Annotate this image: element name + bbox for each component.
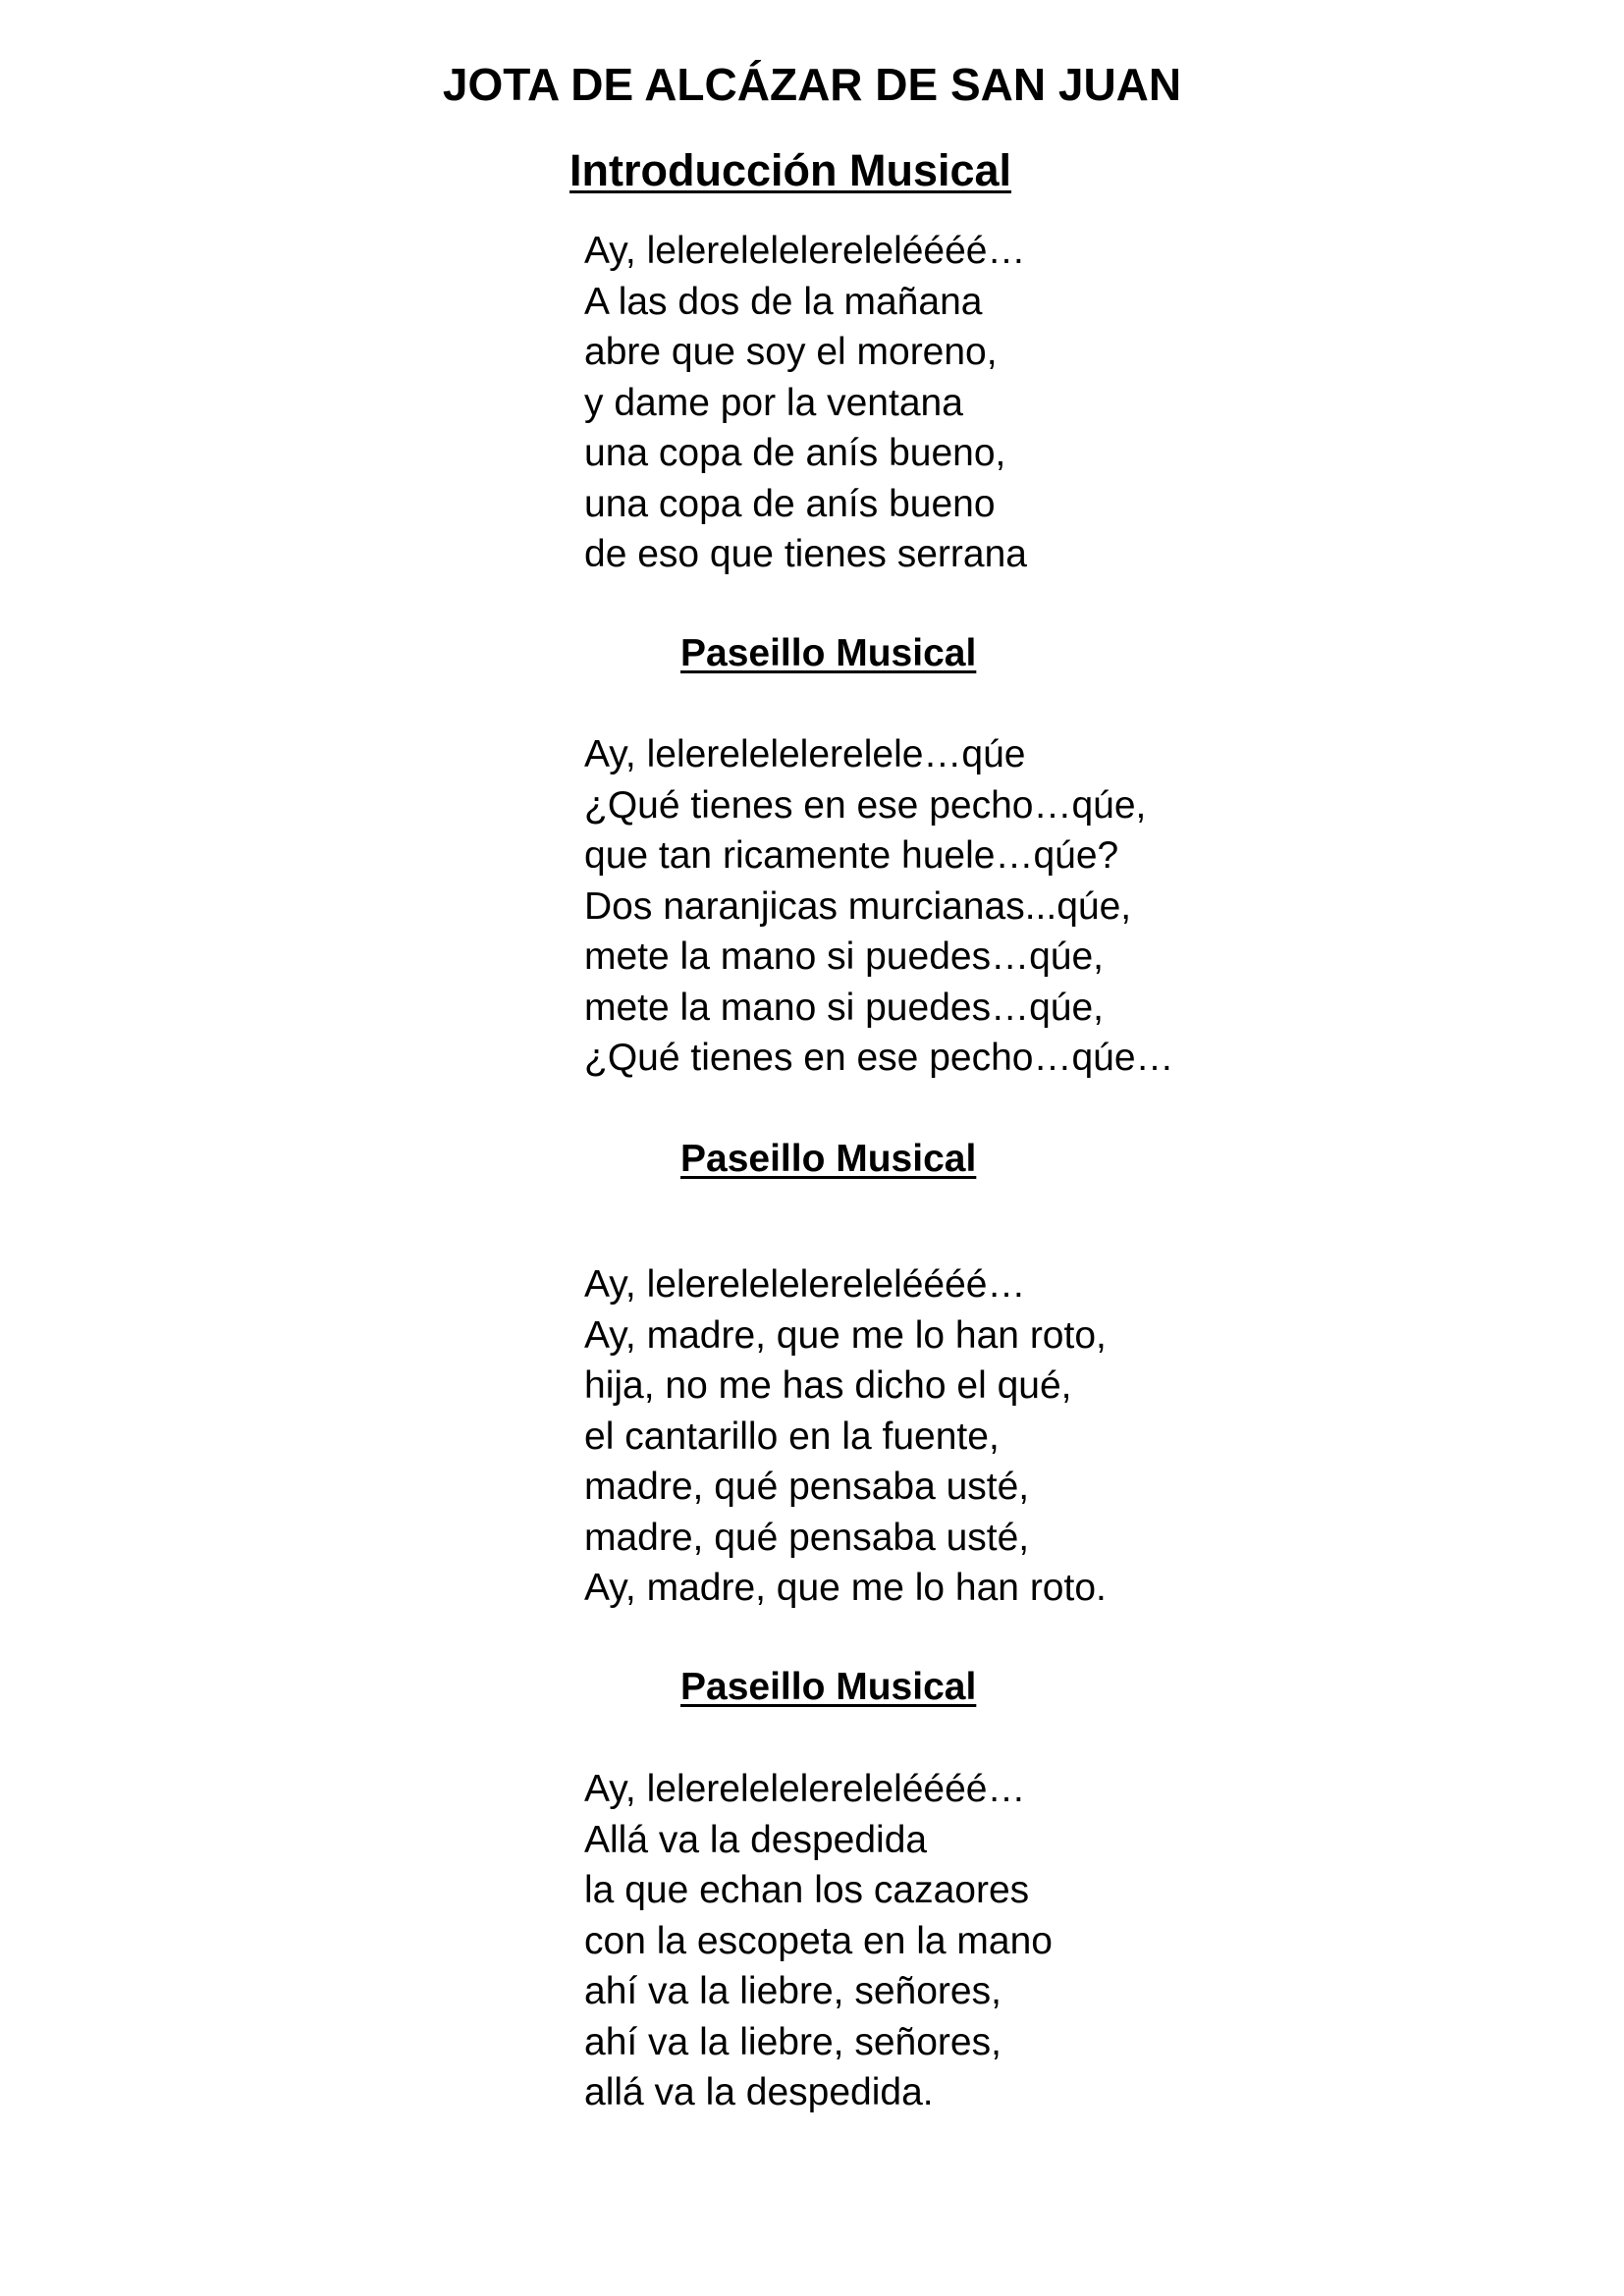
- verse-line: ahí va la liebre, señores,: [584, 2020, 1001, 2063]
- verse-line: A las dos de la mañana: [584, 280, 983, 323]
- verse-line: la que echan los cazaores: [584, 1869, 1030, 1911]
- verse-line: ¿Qué tienes en ese pecho…qúe…: [584, 1037, 1174, 1079]
- stanza-2: [584, 729, 1174, 1084]
- verse-line: ¿Qué tienes en ese pecho…qúe,: [584, 783, 1147, 827]
- verse-line: allá va la despedida.: [584, 2071, 934, 2113]
- page-title: JOTA DE ALCÁZAR DE SAN JUAN: [442, 59, 1182, 110]
- verse-line: Ay, madre, que me lo han roto.: [584, 1567, 1107, 1609]
- intro-heading: Introducción Musical: [569, 145, 1012, 195]
- verse-line: el cantarillo en la fuente,: [584, 1415, 1000, 1458]
- verse-line: Ay, lelerelelelereleléééé…: [584, 1768, 1026, 1810]
- verse-line: abre que soy el moreno,: [584, 331, 998, 373]
- verse-line: Ay, lelerelelelereleléééé…: [584, 1263, 1026, 1306]
- verse-line: mete la mano si puedes…qúe,: [584, 986, 1104, 1029]
- verse-line: con la escopeta en la mano: [584, 1919, 1053, 1962]
- verse-line: una copa de anís bueno,: [584, 432, 1006, 474]
- verse-line: Ay, lelerelelelerelele…qúe: [584, 733, 1026, 775]
- paseillo-heading-2: Paseillo Musical: [680, 1138, 977, 1180]
- verse-line: Allá va la despedida: [584, 1818, 928, 1861]
- verse-line: Dos naranjicas murcianas...qúe,: [584, 884, 1132, 928]
- verse-line: de eso que tienes serrana: [584, 533, 1027, 575]
- verse-line: Ay, madre, que me lo han roto,: [584, 1313, 1107, 1357]
- verse-line: y dame por la ventana: [584, 381, 963, 424]
- verse-line: madre, qué pensaba usté,: [584, 1466, 1030, 1508]
- verse-line: ahí va la liebre, señores,: [584, 1970, 1001, 2012]
- verse-line: Ay, lelerelelelereleléééé…: [584, 230, 1026, 272]
- paseillo-heading-1: Paseillo Musical: [680, 632, 977, 674]
- verse-line: madre, qué pensaba usté,: [584, 1516, 1030, 1559]
- verse-line: hija, no me has dicho el qué,: [584, 1364, 1072, 1407]
- verse-line: una copa de anís bueno: [584, 482, 996, 525]
- verse-line: que tan ricamente huele…qúe?: [584, 834, 1119, 877]
- stanza-4: [584, 1764, 1053, 2118]
- stanza-3: [584, 1259, 1107, 1614]
- verse-line: mete la mano si puedes…qúe,: [584, 935, 1104, 978]
- paseillo-heading-3: Paseillo Musical: [680, 1666, 977, 1708]
- stanza-1: [584, 226, 1027, 580]
